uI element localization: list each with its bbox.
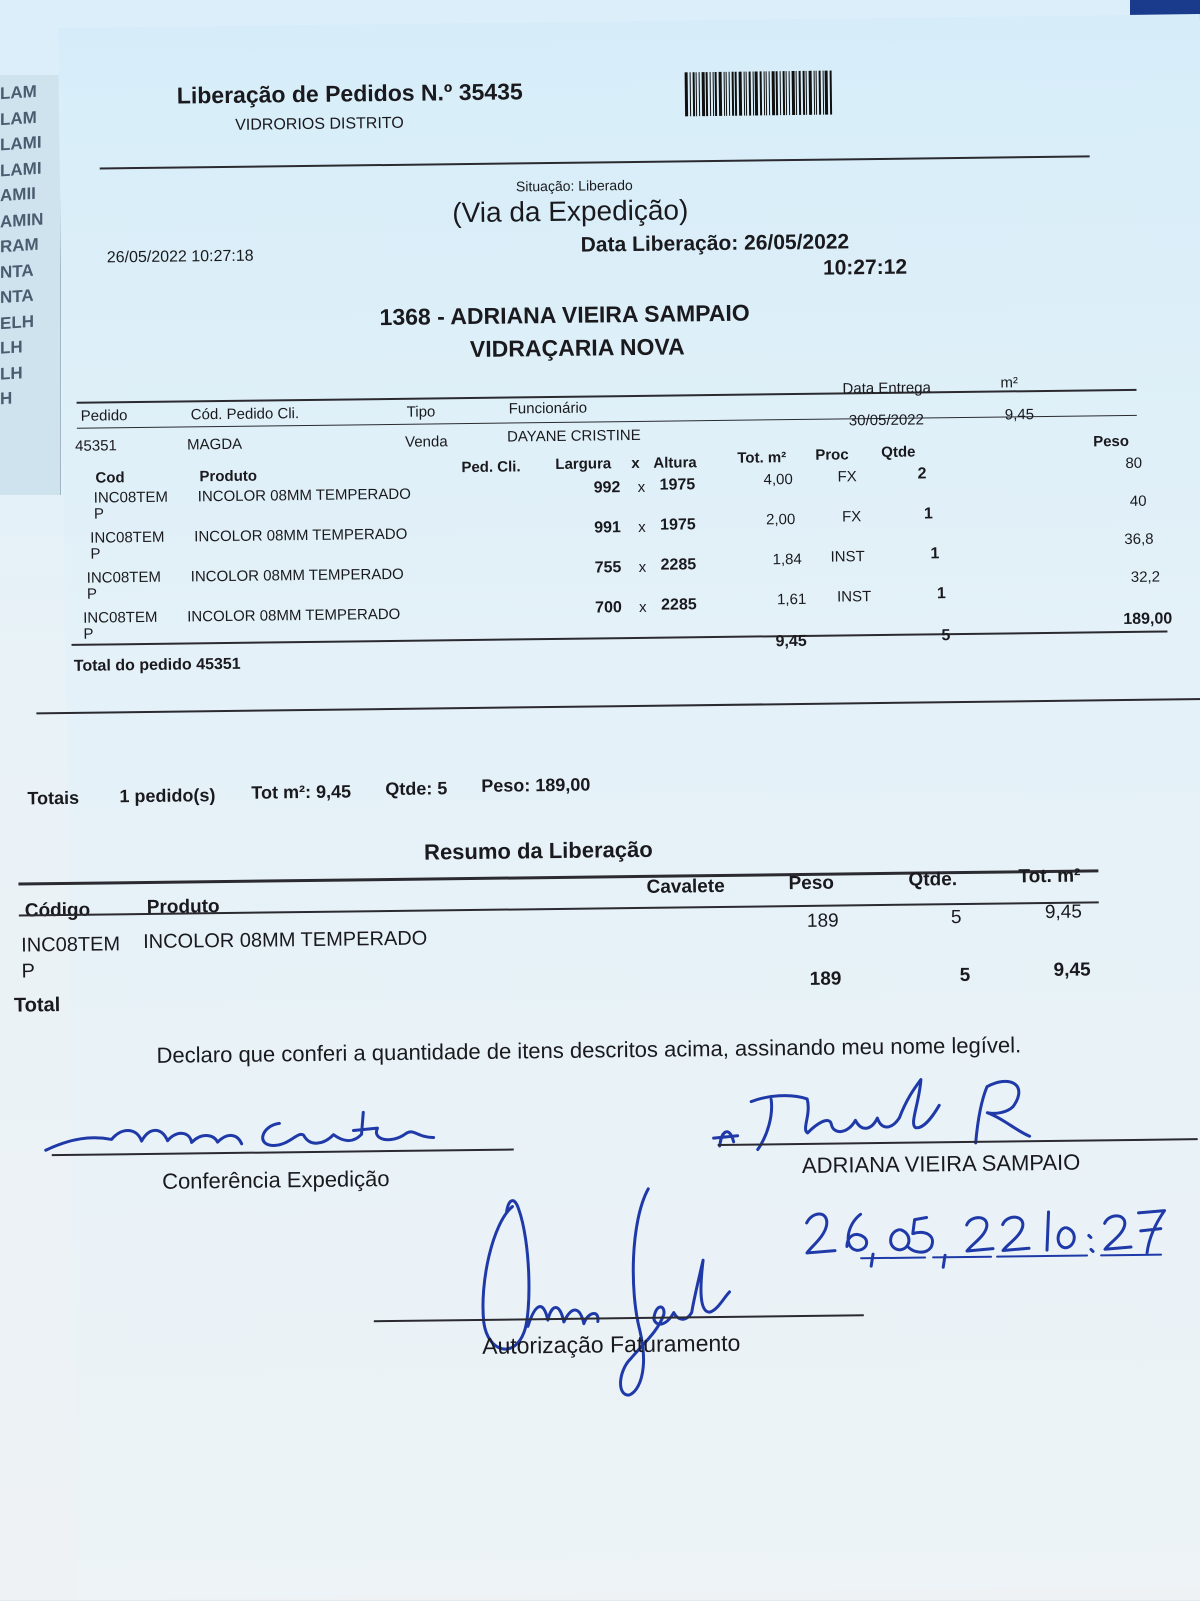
barcode-bar	[760, 71, 763, 115]
barcode-bar	[699, 72, 701, 116]
item-produto: INCOLOR 08MM TEMPERADO	[187, 605, 401, 626]
barcode-bar	[791, 71, 795, 115]
item-cod: INC08TEM	[83, 608, 158, 627]
item-peso: 36,8	[1124, 530, 1154, 549]
release-date: Data Liberação: 26/05/2022	[580, 230, 850, 257]
via-label: (Via da Expedição)	[452, 194, 689, 229]
declaration-text: Declaro que conferi a quantidade de itens descritos acima, assinando meu nome legível.	[156, 1032, 1022, 1068]
item-cod-suffix: P	[83, 625, 94, 643]
col-proc: Proc	[815, 446, 849, 464]
item-cod: INC08TEM	[86, 568, 162, 587]
authorization-label: Autorização Faturamento	[481, 1329, 741, 1359]
barcode-bar	[735, 72, 738, 116]
item-proc: INST	[830, 548, 865, 566]
item-cod-suffix: P	[93, 505, 105, 523]
item-altura: 2285	[660, 596, 697, 614]
order-total-label: Total do pedido 45351	[73, 655, 241, 675]
item-tot-m2: 1,61	[776, 590, 807, 609]
item-tot-m2: 4,00	[763, 471, 793, 489]
col-produto: Produto	[199, 467, 258, 486]
col-cod-pedido-cli: Cód. Pedido Cli.	[190, 405, 300, 424]
item-produto: INCOLOR 08MM TEMPERADO	[194, 525, 408, 546]
item-x: x	[638, 558, 647, 576]
item-x: x	[638, 518, 646, 536]
order-m2: 9,45	[1004, 406, 1035, 424]
barcode-bar	[802, 71, 805, 115]
item-largura: 992	[593, 479, 621, 497]
client-name-printed: ADRIANA VIEIRA SAMPAIO	[801, 1149, 1081, 1178]
summary-title: Resumo da Liberação	[423, 836, 653, 865]
divider	[100, 155, 1090, 169]
col-x: x	[631, 454, 640, 473]
barcode-bar	[819, 71, 822, 115]
barcode-bar	[752, 72, 754, 116]
divider	[72, 630, 1168, 645]
item-proc: FX	[841, 508, 862, 526]
barcode-bar	[813, 71, 815, 115]
client-line: 1368 - ADRIANA VIEIRA SAMPAIO	[379, 299, 750, 331]
barcode-bar	[806, 71, 808, 115]
order-employee: DAYANE CRISTINE	[506, 426, 641, 446]
barcode-bar	[726, 72, 728, 116]
summary-qtde: 5	[950, 907, 962, 929]
order-client-code: MAGDA	[186, 435, 243, 454]
item-altura: 2285	[660, 556, 697, 574]
underlying-sheet-text: AMIN	[0, 208, 44, 232]
barcode-bar	[825, 71, 829, 115]
barcode-bar	[755, 71, 759, 115]
barcode-bar	[731, 72, 734, 116]
conferencia-signature	[41, 1093, 462, 1168]
order-number: 45351	[75, 437, 117, 455]
summary-total-m2: 9,45	[1053, 959, 1091, 981]
item-largura: 755	[594, 559, 622, 577]
col-funcionario: Funcionário	[508, 399, 588, 418]
item-tot-m2: 1,84	[772, 550, 802, 569]
col-peso: Peso	[788, 872, 835, 895]
document-title: Liberação de Pedidos N.º 35435	[176, 78, 523, 109]
col-data-entrega: Data Entrega	[842, 379, 931, 398]
underlying-sheet-text: NTA	[0, 285, 34, 308]
barcode-bar	[830, 71, 833, 115]
col-pedido: Pedido	[80, 407, 128, 425]
totals-label: Totais	[27, 787, 80, 809]
underlying-sheet-text: LH	[0, 337, 23, 358]
barcode-bar	[696, 72, 698, 116]
underlying-sheet-text: RAM	[0, 234, 39, 257]
barcode-bar	[749, 72, 752, 116]
item-qtde: 1	[923, 505, 934, 523]
item-tot-m2: 2,00	[765, 511, 796, 529]
col-altura: Altura	[653, 454, 697, 472]
order-type: Venda	[404, 433, 448, 451]
col-qtde: Qtde	[881, 443, 916, 461]
barcode-bar	[780, 71, 782, 115]
item-altura: 1975	[660, 516, 696, 534]
col-produto: Produto	[146, 896, 220, 918]
summary-peso: 189	[806, 910, 839, 932]
barcode-bar	[746, 72, 748, 116]
barcode-bar	[710, 72, 712, 116]
col-tipo: Tipo	[406, 403, 436, 421]
totals-m2: Tot m²: 9,45	[251, 781, 352, 803]
col-ped-cli: Ped. Cli.	[461, 458, 521, 477]
barcode-bar	[739, 72, 743, 116]
underlying-sheet-text: H	[0, 388, 13, 409]
summary-codigo-suffix: P	[21, 960, 36, 983]
barcode-bar	[715, 72, 718, 116]
col-cavalete: Cavalete	[646, 875, 725, 898]
item-produto: INCOLOR 08MM TEMPERADO	[197, 485, 411, 506]
underlying-sheet	[0, 75, 61, 495]
underlying-sheet-text: LAMI	[0, 132, 42, 155]
order-delivery-date: 30/05/2022	[848, 411, 925, 430]
conferencia-label: Conferência Expedição	[161, 1166, 390, 1194]
barcode-bar	[796, 71, 798, 115]
item-peso: 40	[1129, 492, 1147, 510]
barcode-bar	[712, 72, 714, 116]
item-peso: 80	[1125, 454, 1143, 472]
item-proc: INST	[836, 588, 872, 606]
item-cod-suffix: P	[90, 545, 101, 563]
company-name: VIDRORIOS DISTRITO	[235, 114, 404, 134]
item-altura: 1975	[659, 476, 696, 494]
client-store: VIDRAÇARIA NOVA	[469, 333, 685, 362]
barcode-bar	[766, 71, 768, 115]
item-x: x	[637, 478, 646, 496]
item-cod: INC08TEM	[93, 488, 169, 507]
item-x: x	[639, 598, 647, 616]
underlying-sheet-text: LAM	[0, 107, 37, 129]
barcode-bar	[743, 72, 745, 116]
totals-pedidos: 1 pedido(s)	[119, 785, 216, 807]
col-codigo: Código	[24, 899, 91, 922]
barcode-bar	[729, 72, 731, 116]
barcode-bar	[816, 71, 818, 115]
status-text: Situação: Liberado	[515, 176, 633, 195]
barcode-bar	[769, 71, 771, 115]
col-qtde: Qtde.	[908, 869, 958, 891]
item-cod: INC08TEM	[90, 528, 165, 547]
barcode-bar	[809, 71, 813, 115]
order-total-peso: 189,00	[1123, 610, 1173, 629]
item-peso: 32,2	[1130, 568, 1161, 586]
barcode-bar	[723, 72, 725, 116]
order-total-m2: 9,45	[775, 632, 807, 651]
col-cod: Cod	[95, 469, 125, 487]
underlying-sheet-text: LAMI	[0, 158, 42, 180]
summary-tot-m2: 9,45	[1044, 901, 1082, 924]
release-time: 10:27:12	[822, 255, 908, 280]
item-largura: 991	[594, 519, 621, 537]
item-proc: FX	[837, 468, 857, 486]
barcode-bar	[771, 71, 775, 115]
summary-codigo: INC08TEM	[21, 933, 121, 957]
col-peso: Peso	[1093, 432, 1130, 451]
barcode-bar	[776, 71, 779, 115]
item-qtde: 1	[930, 545, 940, 563]
col-tot-m2: Tot. m²	[737, 449, 787, 467]
totals-qtde: Qtde: 5	[385, 778, 448, 800]
divider	[36, 698, 1200, 714]
barcode-bar	[690, 72, 692, 116]
handwritten-date	[800, 1192, 1181, 1277]
barcode-bar	[782, 71, 785, 115]
barcode	[685, 71, 834, 117]
col-tot-m2: Tot. m²	[1018, 865, 1081, 888]
barcode-bar	[701, 72, 705, 116]
underlying-sheet-text: ELH	[0, 311, 34, 333]
print-datetime: 26/05/2022 10:27:18	[106, 247, 254, 267]
col-m2: m²	[1000, 374, 1019, 392]
barcode-bar	[786, 71, 788, 115]
barcode-bar	[799, 71, 802, 115]
summary-total-peso: 189	[809, 968, 842, 990]
barcode-bar	[692, 72, 695, 116]
barcode-bar	[706, 72, 709, 116]
item-qtde: 1	[936, 585, 946, 603]
underlying-sheet-text: LAM	[0, 81, 37, 104]
summary-total-label: Total	[13, 994, 61, 1017]
item-produto: INCOLOR 08MM TEMPERADO	[190, 565, 404, 586]
item-cod-suffix: P	[86, 585, 98, 603]
summary-total-qtde: 5	[959, 964, 971, 987]
barcode-bar	[685, 72, 689, 116]
barcode-bar	[763, 71, 765, 115]
totals-peso: Peso: 189,00	[481, 774, 591, 796]
item-largura: 700	[595, 599, 622, 617]
underlying-sheet-text: NTA	[0, 260, 34, 282]
barcode-bar	[719, 72, 723, 116]
order-total-qtde: 5	[941, 627, 951, 645]
underlying-sheet-text: AMII	[0, 183, 36, 206]
item-qtde: 2	[917, 465, 927, 483]
col-largura: Largura	[555, 455, 612, 473]
authorization-signature	[452, 1179, 795, 1413]
underlying-sheet-text: LH	[0, 362, 23, 384]
summary-produto: INCOLOR 08MM TEMPERADO	[143, 927, 428, 954]
barcode-bar	[789, 71, 791, 115]
barcode-bar	[822, 71, 824, 115]
divider	[77, 389, 1137, 404]
